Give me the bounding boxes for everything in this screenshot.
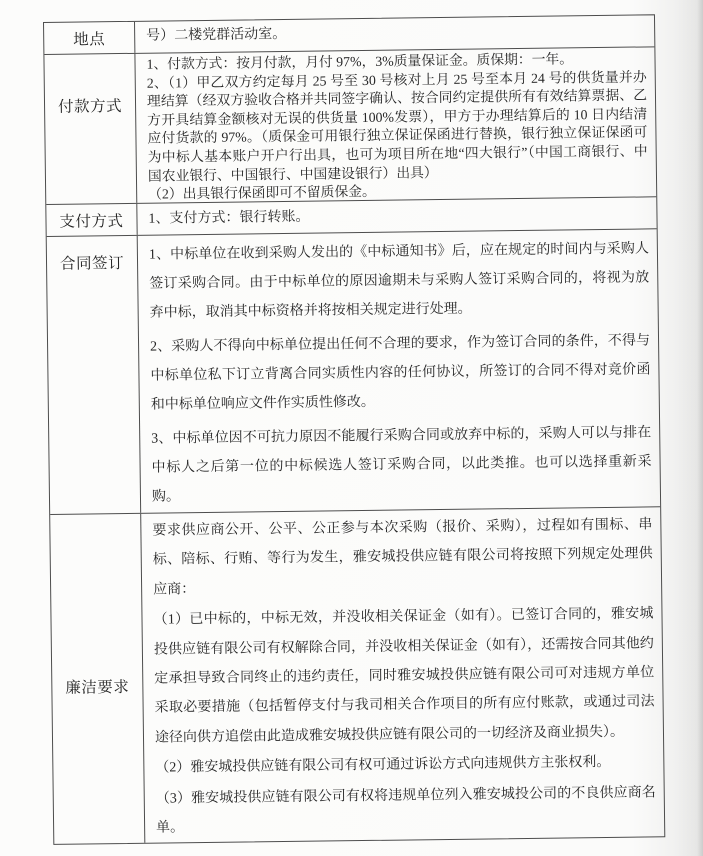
paragraph: 1、中标单位在收到采购人发出的《中标通知书》后，应在规定的时间内与采购人签订采购合同。由于中标单位的原因逾期未与采购人签订采购合同的，将视为放弃中标，取消其中标资格并将按相关规定进行处理。 bbox=[148, 241, 650, 321]
row-content-integrity-requirements bbox=[141, 507, 664, 842]
paragraph: 2、（1）甲乙双方约定每月 25 号至 30 号核对上月 25 号至本月 24 号的供货量并办理结算（经双方验收合格并共同签字确认、按合同约定提供所有有效结算票据、乙方开具结算金额核对无误的供货量 100%发票），甲方于办理结算后的 10 日内结清应付货款的 97%。（质保金可用银行独立保证保函进行替换，银行独立保证保函可为中标人基本账户开户行出具，也可为项目所在地“四大银行”（中国工商银行、中国农业银行、中国银行、中国建设银行）出具） bbox=[146, 69, 648, 184]
row-label-text: 支付方式 bbox=[59, 212, 124, 231]
paragraph: 2、采购人不得向中标单位提出任何不合理的要求，作为签订合同的条件，不得与中标单位私下订立背离合同实质性内容的任何协议，所签订的合同不得对竞价函和中标单位响应文件作实质性修改。 bbox=[150, 333, 651, 413]
table-row-payment-terms bbox=[44, 46, 656, 204]
paragraph: （1）已中标的，中标无效，并没收相关保证金（如有）。已签订合同的，雅安城投供应链有限公司有权解除合同，并没收相关保证金（如有），还需按合同其他约定承担导致合同终止的违约责任，同时雅安城投供应链有限公司可对违规方单位采取必要措施（包括暂停支付与我司相关合作项目的所有应付账款，或通过司法途径向供方追偿由此造成雅安城投供应链有限公司的一切经济及商业损失）。 bbox=[153, 606, 655, 746]
row-content-location bbox=[135, 15, 654, 53]
paragraph: 号）二楼党群活动室。 bbox=[146, 26, 287, 44]
paragraph: 1、付款方式：按月付款，月付 97%，3%质量保证金。质保期：一年。 bbox=[146, 51, 574, 72]
row-content-payment-terms bbox=[135, 47, 656, 203]
paragraph: 3、中标单位因不可抗力原因不能履行采购合同或放弃中标的，采购人可以与排在中标人之后第一位的中标候选人签订采购合同，以此类推。也可以选择重新采购。 bbox=[151, 425, 652, 505]
row-content-contract-signing bbox=[138, 229, 660, 512]
table-row-integrity-requirements bbox=[50, 506, 664, 844]
row-label-text: 地点 bbox=[73, 30, 106, 49]
row-label-text: 付款方式 bbox=[57, 98, 123, 116]
paragraph: （2）雅安城投供应链有限公司有权可通过诉讼方式向违规供方主张权利。 bbox=[155, 755, 611, 776]
row-label-text: 合同签订 bbox=[59, 255, 125, 273]
paragraph: （3）雅安城投供应链有限公司有权将违规单位列入雅安城投公司的不良供应商名单。 bbox=[155, 785, 656, 836]
paragraph: 1、支付方式：银行转账。 bbox=[148, 209, 310, 227]
row-label-payment-method bbox=[46, 204, 137, 236]
row-label-text: 廉洁要求 bbox=[65, 678, 130, 697]
row-label-location bbox=[44, 22, 135, 54]
row-label-payment-terms bbox=[44, 54, 137, 204]
row-label-contract-signing bbox=[47, 236, 141, 514]
paragraph: 要求供应商公开、公平、公正参与本次采购（报价、采购），过程如有围标、串标、陪标、行贿、等行为发生，雅安城投供应链有限公司将按照下列规定处理供应商： bbox=[152, 517, 653, 598]
paragraph: （2）出具银行保函即可不留质保金。 bbox=[148, 183, 376, 202]
table-row-contract-signing bbox=[47, 228, 660, 514]
row-content-payment-method bbox=[137, 197, 656, 235]
document-table bbox=[43, 14, 665, 845]
row-label-integrity-requirements bbox=[50, 514, 145, 844]
